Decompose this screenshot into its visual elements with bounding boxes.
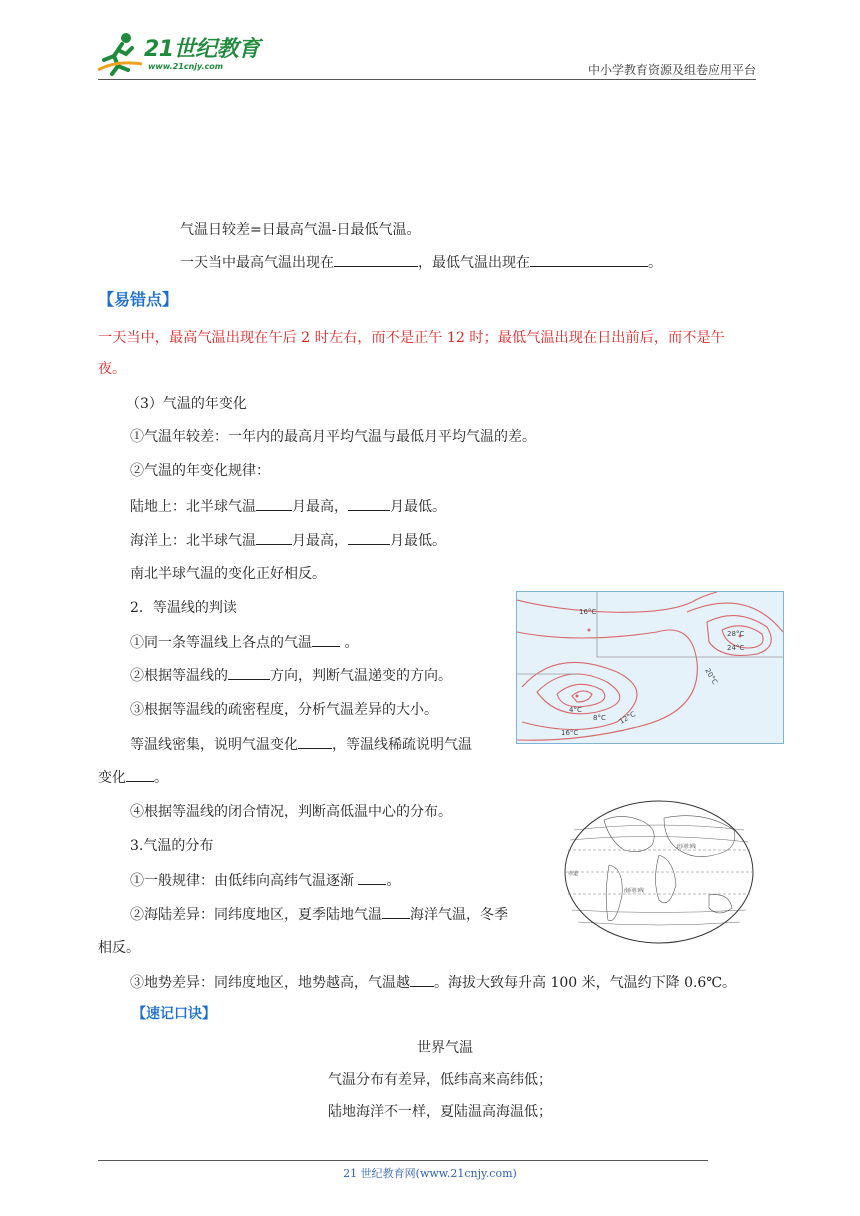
- header-platform-name: 中小学教育资源及组卷应用平台: [587, 63, 756, 77]
- annual-change-heading: （3）气温的年变化: [126, 396, 247, 412]
- daily-range-formula: 气温日较差=日最高气温-日最低气温。: [180, 222, 421, 238]
- iso-label-6: 8°C: [593, 714, 606, 722]
- logo-text: 21世纪教育: [144, 37, 260, 62]
- quick-memory-heading: 【速记口诀】: [132, 1006, 216, 1022]
- error-prone-text-2: 夜。: [98, 361, 126, 377]
- world-map: [564, 800, 754, 945]
- iso-label-3: 24°C: [727, 644, 745, 652]
- poem-line-1: 气温分布有差异，低纬高来高纬低；: [328, 1072, 552, 1088]
- equator-label: 赤道: [568, 871, 579, 877]
- error-prone-heading: 【易错点】: [98, 290, 179, 309]
- blank-gradient[interactable]: [358, 870, 386, 885]
- elevation-difference: ③地势差异：同纬度地区，地势越高，气温越 。海拔大致每升高 100 米，气温约下降 0.6℃。: [130, 972, 736, 993]
- isotherm-rule-2: ②根据等温线的 方向，判断气温递变的方向。: [130, 665, 452, 686]
- daily-extreme-question: 一天当中最高气温出现在 ，最低气温出现在 。: [180, 252, 662, 273]
- land-sea-difference: ②海陆差异：同纬度地区，夏季陆地气温 海洋气温，冬季: [130, 904, 508, 925]
- poem-line-2: 陆地海洋不一样，夏陆温高海温低；: [328, 1104, 552, 1120]
- footer-divider: [98, 1160, 708, 1161]
- blank-max-time[interactable]: [334, 252, 418, 267]
- tropic-cancer-label: 北回归线: [676, 844, 697, 850]
- isotherm-density-text-2: 变化 。: [98, 767, 168, 788]
- isotherm-density-text: 等温线密集，说明气温变化 ，等温线稀疏说明气温: [130, 734, 472, 755]
- iso-label-8: 16°C: [561, 729, 579, 737]
- isotherm-heading: 2．等温线的判读: [130, 600, 237, 616]
- footer-site[interactable]: 21 世纪教育网(www.21cnjy.com): [343, 1167, 517, 1180]
- annual-range-definition: ①气温年较差：一年内的最高月平均气温与最低月平均气温的差。: [130, 429, 536, 445]
- blank-land-sea[interactable]: [382, 904, 410, 919]
- blank-land-min[interactable]: [348, 496, 390, 511]
- iso-label-4: 20°C: [703, 667, 719, 686]
- land-rule: 陆地上：北半球气温 月最高， 月最低。: [130, 496, 446, 517]
- blank-sea-min[interactable]: [348, 530, 390, 545]
- distribution-heading: 3.气温的分布: [130, 838, 214, 854]
- runner-logo-icon: [96, 30, 146, 76]
- isotherm-map: [517, 592, 783, 743]
- blank-land-max[interactable]: [256, 496, 292, 511]
- blank-sea-max[interactable]: [256, 530, 292, 545]
- blank-direction[interactable]: [228, 665, 270, 680]
- general-rule: ①一般规律：由低纬向高纬气温逐渐 。: [130, 870, 400, 891]
- blank-same-temp[interactable]: [312, 632, 340, 647]
- iso-label-2: 28°C: [727, 630, 745, 638]
- world-temperature-map: [564, 800, 754, 945]
- iso-label-7: 12°C: [618, 710, 637, 726]
- site-logo: [96, 30, 266, 80]
- blank-elevation[interactable]: [410, 972, 434, 987]
- iso-label-1: 16°C: [579, 608, 597, 616]
- annual-rule-heading: ②气温的年变化规律：: [130, 463, 270, 479]
- isotherm-rule-1: ①同一条等温线上各点的气温 。: [130, 632, 358, 653]
- land-sea-difference-2: 相反。: [98, 940, 140, 956]
- isotherm-rule-3: ③根据等温线的疏密程度，分析气温差异的大小。: [130, 702, 438, 718]
- logo-url: www.21cnjy.com: [148, 62, 224, 71]
- isotherm-rule-4: ④根据等温线的闭合情况，判断高低温中心的分布。: [130, 804, 452, 820]
- blank-dense[interactable]: [298, 734, 332, 749]
- poem-title: 世界气温: [417, 1040, 473, 1056]
- header-divider: [98, 79, 756, 80]
- blank-min-time[interactable]: [530, 252, 648, 267]
- tropic-capricorn-label: 南回归线: [624, 888, 645, 894]
- isotherm-figure: [516, 591, 784, 744]
- sea-rule: 海洋上：北半球气温 月最高， 月最低。: [130, 530, 446, 551]
- iso-label-5: 4°C: [569, 706, 582, 714]
- blank-sparse[interactable]: [126, 767, 154, 782]
- error-prone-text-1: 一天当中，最高气温出现在午后 2 时左右，而不是正午 12 时；最低气温出现在日出前后，而不是午: [98, 330, 725, 346]
- hemisphere-note: 南北半球气温的变化正好相反。: [130, 566, 326, 582]
